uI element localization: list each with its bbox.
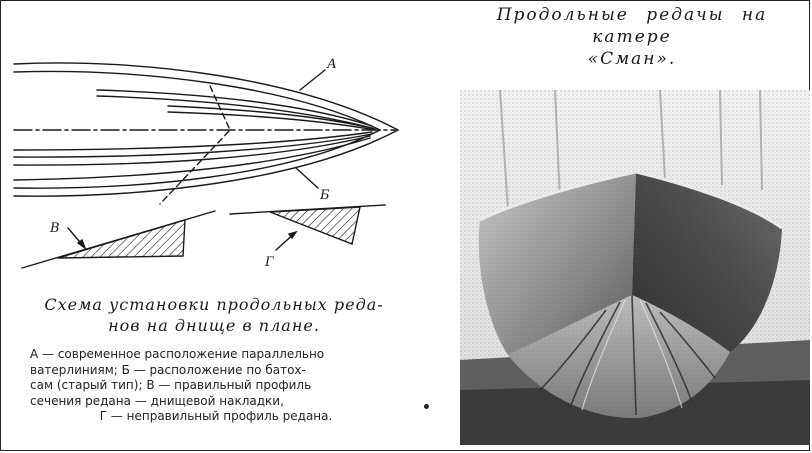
caption-body-line: ватерлиниям; Б — расположение по батох- [30, 362, 306, 377]
scheme-caption-title-line1: Схема установки продольных реда- [44, 295, 384, 314]
photo-caption [452, 4, 812, 70]
hull-scheme-diagram [0, 40, 420, 280]
caption-body-line: А — современное расположение параллельно [30, 347, 325, 361]
leader-a [300, 70, 325, 90]
scheme-caption-body [30, 347, 402, 425]
label-b: Б [320, 188, 330, 203]
caption-body-line: Г — неправильный профиль редана. [99, 409, 333, 423]
step-line-b1 [14, 132, 372, 150]
label-g: Г [265, 255, 274, 270]
photo-caption-line1: Продольные редачы на катере [496, 5, 768, 47]
profile-g-section [270, 207, 360, 244]
print-dot [424, 404, 429, 409]
photo-caption-line2: «Сман». [587, 49, 677, 69]
caption-body-line: сам (старый тип); В — правильный профиль [30, 378, 312, 392]
leader-b [296, 168, 318, 188]
label-a: А [327, 57, 337, 72]
chine-line [14, 138, 370, 180]
boat-bow-photo [460, 90, 810, 445]
label-v: В [50, 221, 60, 236]
scheme-caption-title-line2: нов на днище в плане. [108, 316, 320, 335]
scheme-caption-title [14, 294, 414, 336]
caption-body-line: сечения редана — днищевой накладки, [30, 393, 284, 408]
step-line-b3 [14, 136, 370, 165]
